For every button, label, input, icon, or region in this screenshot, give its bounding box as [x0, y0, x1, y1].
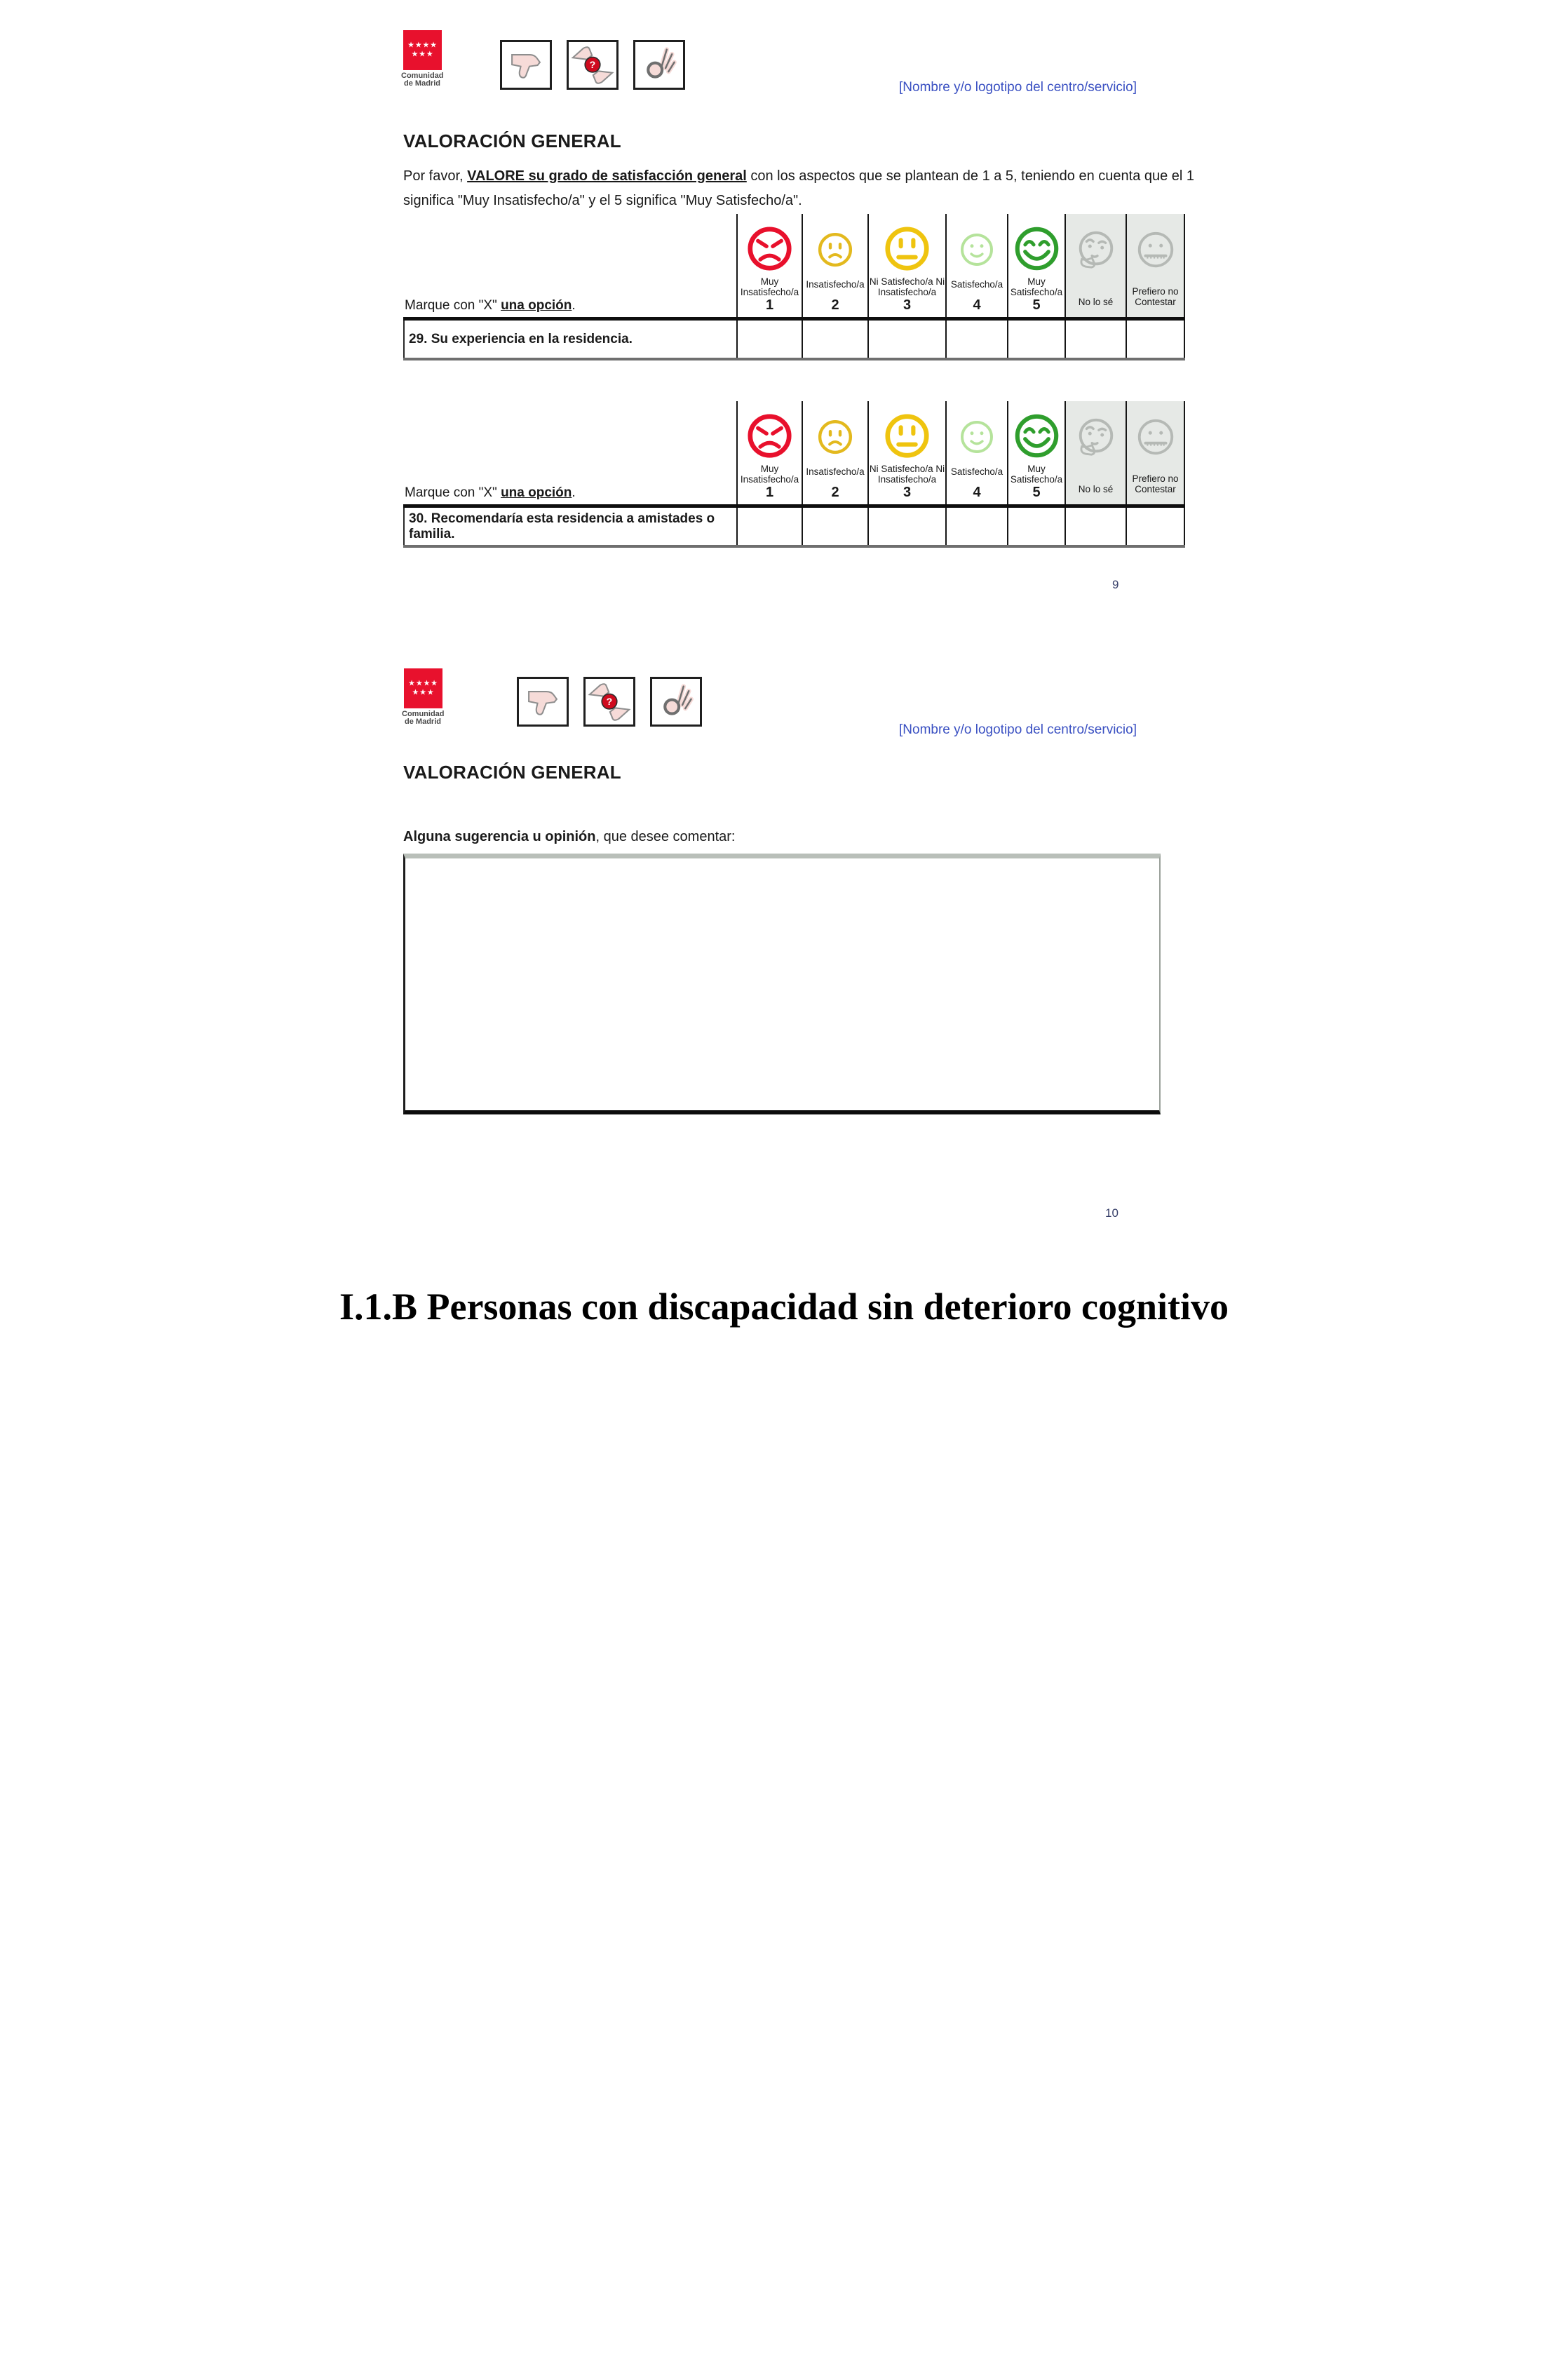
rating-option-value: 3: [903, 485, 912, 500]
rating-option-value: 1: [765, 485, 774, 500]
suggestion-label: Alguna sugerencia u opinión, que desee comentar:: [403, 829, 736, 844]
rating-option-label: Muy Satisfecho/a: [1010, 276, 1063, 297]
rating-option-label: Muy Satisfecho/a: [1010, 464, 1063, 485]
answer-cell[interactable]: [1065, 508, 1126, 545]
svg-text:★★★★: ★★★★: [407, 679, 438, 688]
rating-option-column: [736, 214, 802, 317]
answer-cell[interactable]: [802, 321, 867, 358]
answer-cell[interactable]: [1065, 321, 1126, 358]
rating-option-column: [867, 214, 945, 317]
rating-option-value: 2: [831, 485, 839, 500]
answer-cell[interactable]: [736, 321, 802, 358]
svg-text:★★★: ★★★: [412, 688, 434, 697]
thumbs-down-icon: [500, 40, 552, 90]
rating-option-column: [1007, 401, 1065, 504]
answer-cell[interactable]: [867, 508, 945, 545]
svg-text:★★★★: ★★★★: [407, 41, 438, 50]
rating-option-column: [945, 401, 1007, 504]
smile-face-icon: [957, 221, 996, 278]
logo-caption-line1: Comunidad: [401, 72, 444, 80]
question-text: 29. Su experiencia en la residencia.: [403, 321, 736, 358]
svg-text:★★★: ★★★: [411, 50, 433, 59]
neutral-face-icon: [882, 221, 932, 276]
rating-option-label: Muy Insatisfecho/a: [740, 464, 799, 485]
section-title: VALORACIÓN GENERAL: [403, 762, 621, 783]
answer-cell[interactable]: [1126, 508, 1185, 545]
rating-option-column: [1126, 214, 1185, 317]
rating-option-column: [945, 214, 1007, 317]
rating-option-value: 5: [1032, 485, 1041, 500]
rating-option-label: No lo sé: [1078, 297, 1114, 307]
zipper-face-icon: [1134, 221, 1177, 278]
rating-table-q30: [403, 401, 1185, 548]
answer-cell[interactable]: [1007, 508, 1065, 545]
rating-option-column: [867, 401, 945, 504]
rating-option-column: [1065, 401, 1126, 504]
logo-caption-line2: de Madrid: [404, 79, 440, 88]
thumbs-down-icon: [517, 677, 569, 727]
rating-option-column: [802, 401, 867, 504]
page-number-9: 9: [1112, 578, 1119, 591]
rating-option-column: [1065, 214, 1126, 317]
accessibility-hand-icons: [500, 40, 685, 90]
grin-face-icon: [1012, 408, 1062, 463]
rating-option-label: Muy Insatisfecho/a: [740, 276, 799, 297]
rating-option-label: Satisfecho/a: [950, 279, 1003, 290]
logo-caption-line2: de Madrid: [405, 717, 441, 726]
mark-instruction: Marque con "X" una opción.: [405, 298, 576, 313]
madrid-flag-icon: [402, 668, 444, 708]
thinking-face-icon: [1074, 221, 1118, 278]
answer-cell[interactable]: [736, 508, 802, 545]
question-hands-icon: [567, 40, 619, 90]
rating-option-column: [802, 214, 867, 317]
sad-face-icon: [816, 221, 855, 278]
thinking-face-icon: [1074, 408, 1118, 466]
page-number-10: 10: [1105, 1206, 1118, 1220]
rating-option-value: 4: [973, 297, 981, 313]
section-heading-i1b: I.1.B Personas con discapacidad sin deterioro cognitivo: [339, 1286, 1229, 1328]
rating-option-value: 2: [831, 297, 839, 313]
rating-option-label: Satisfecho/a: [950, 466, 1003, 477]
rating-option-value: 1: [765, 297, 774, 313]
question-hands-icon: [583, 677, 635, 727]
rating-option-column: [1126, 401, 1185, 504]
madrid-logo: [401, 30, 443, 88]
accessibility-hand-icons: [517, 677, 702, 727]
grin-face-icon: [1012, 221, 1062, 276]
logo-caption-line1: Comunidad: [402, 710, 445, 718]
ok-hand-icon: [650, 677, 702, 727]
question-row: [403, 508, 1185, 548]
ok-hand-icon: [633, 40, 685, 90]
answer-cell[interactable]: [1007, 321, 1065, 358]
rating-option-label: Insatisfecho/a: [806, 279, 865, 290]
rating-option-value: 4: [973, 485, 981, 500]
rating-option-column: [1007, 214, 1065, 317]
rating-option-label: Prefiero no Contestar: [1132, 473, 1179, 494]
svg-text:?: ?: [606, 695, 613, 707]
smile-face-icon: [957, 408, 996, 466]
answer-cell[interactable]: [945, 508, 1007, 545]
rating-option-label: Ni Satisfecho/a Ni Insatisfecho/a: [869, 276, 945, 297]
rating-option-label: Insatisfecho/a: [806, 466, 865, 477]
angry-face-icon: [745, 221, 795, 276]
mark-instruction: Marque con "X" una opción.: [405, 485, 576, 500]
madrid-flag-icon: [401, 30, 443, 70]
answer-cell[interactable]: [867, 321, 945, 358]
rating-table-q29: [403, 214, 1185, 360]
madrid-logo: [402, 668, 444, 726]
intro-emphasis: VALORE su grado de satisfacción general: [467, 168, 747, 184]
rating-option-label: No lo sé: [1078, 484, 1114, 494]
answer-cell[interactable]: [1126, 321, 1185, 358]
question-text: 30. Recomendaría esta residencia a amistades o familia.: [403, 508, 736, 545]
intro-paragraph: [403, 164, 1217, 213]
centro-name-placeholder: [Nombre y/o logotipo del centro/servicio]: [899, 80, 1137, 95]
rating-header-row: [403, 401, 1185, 508]
answer-cell[interactable]: [945, 321, 1007, 358]
centro-name-placeholder: [Nombre y/o logotipo del centro/servicio]: [899, 722, 1137, 737]
intro-line1: Por favor, VALORE su grado de satisfacción general con los aspectos que se plantean de 1 a 5, teniendo en cuenta que el 1: [403, 168, 1195, 184]
zipper-face-icon: [1134, 408, 1177, 466]
question-row: [403, 321, 1185, 360]
intro-line2: significa "Muy Insatisfecho/a" y el 5 significa "Muy Satisfecho/a".: [403, 193, 802, 208]
answer-cell[interactable]: [802, 508, 867, 545]
rating-option-value: 5: [1032, 297, 1041, 313]
rating-option-value: 3: [903, 297, 912, 313]
svg-text:?: ?: [589, 58, 596, 70]
angry-face-icon: [745, 408, 795, 463]
rating-option-label: Prefiero no Contestar: [1132, 286, 1179, 307]
rating-option-label: Ni Satisfecho/a Ni Insatisfecho/a: [869, 464, 945, 485]
rating-option-column: [736, 401, 802, 504]
section-title: VALORACIÓN GENERAL: [403, 130, 621, 151]
suggestion-textbox[interactable]: [403, 854, 1161, 1114]
neutral-face-icon: [882, 408, 932, 463]
sad-face-icon: [816, 408, 855, 466]
rating-header-row: [403, 214, 1185, 321]
